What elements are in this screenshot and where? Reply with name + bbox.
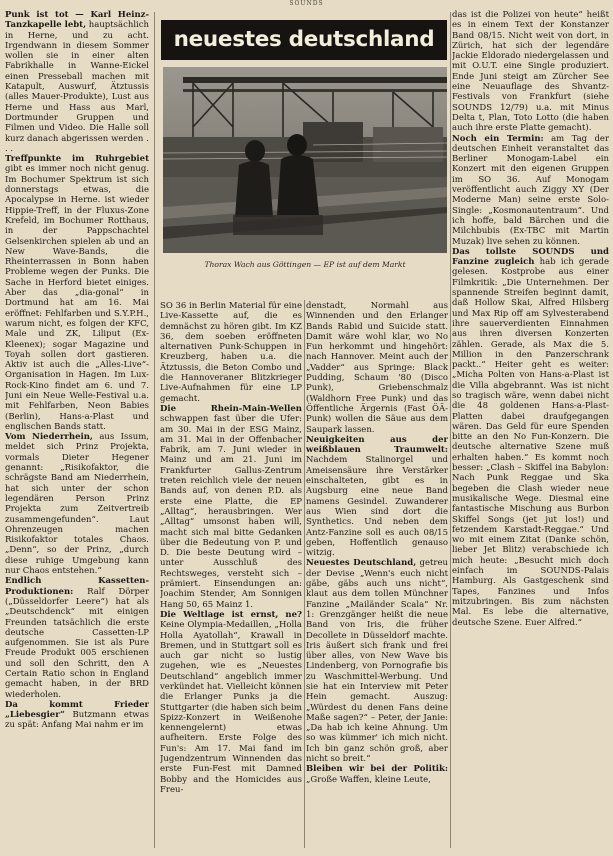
paragraph — [5, 432, 149, 576]
section-banner: neuestes deutschland — [161, 20, 447, 60]
paragraph-lead: Neuestes Deutschland, — [306, 558, 417, 569]
paragraph-lead: Das tollste SOUNDS und Fanzine zugleich — [452, 246, 609, 268]
paragraph-text: Keine Olympia-Medaillen, „Holla Holla Ayatollah“, Krawall in Bremen, und in Stuttgart soll es auch gar nicht so lustig zugehen, wie es „Neuestes Deutschland“ angeblich immer verkündet hat. Vielleicht können die Erlanger Punks ja die Stuttgarter (die haben sich beim Spizz-Konzert in Weißenohe kennengelernt) etwas aufheitern. Erste Folge des Fun's: Am 17. Mai fand im Jugendzentrum Winnenden das erste Fun-Fest mit Damned Bobby and the Homicides aus Freu- — [160, 620, 302, 795]
paragraph-lead: Die Weltlage ist ernst, ne? — [160, 609, 302, 620]
paragraph-text: am Tag der deutschen Einheit veranstaltet das Berliner Monogam-Label ein Konzert mit den eigenen Gruppen im SO 36. Auf Monogam veröffentlicht auch Ziggy XY (Der Moderne Man) seine erste Solo-Single: „Kosmonautentraum“. Und ich hoffe, bald Bärchen und die Milchbubis (Ex-TBC mit Martin Muzak) live sehen zu können. — [452, 133, 609, 247]
article-column-1 — [5, 10, 149, 852]
paragraph — [306, 435, 448, 559]
paragraph-lead: Punk ist tot — Karl Heinz-Tanzkapelle lebt, — [5, 10, 149, 31]
paragraph — [5, 576, 149, 700]
paragraph — [5, 700, 149, 731]
paragraph-lead: Bleiben wir bei der Politik: — [306, 764, 448, 775]
paragraph — [160, 610, 302, 795]
paragraph-lead: Die Rhein-Main-Wellen — [160, 403, 302, 414]
running-header: SOUNDS — [289, 0, 324, 7]
paragraph-lead: Endlich Kassetten-Produktionen: — [5, 576, 149, 597]
paragraph-text: aus Issum, meldet sich Prinz Projekta, vormals Dieter Hegener genannt: „Risikofaktor, die schrägste Band am Niederrhein, hat sich unter der schon legendären Person Prinz Projekta zum Zeitvertreib zusammengefunden“. Laut Ohrenzeugen machen Risikofaktor totales Chaos. „Denn“, so der Prinz, „durch diese ruhige Umgebung kann nur Chaos entstehen.“ — [5, 432, 149, 577]
paragraph-text: getreu der Devise „Wenn's euch nicht gäbe, gäbs auch uns nicht“, klaut aus dem tollen Münchner Fanzine „Mailänder Scala“ Nr. 1: Grenzgänger heißt die neue Band von Iris, die früher Decollete in Düsseldorf machte. Iris äußert sich frank und frei über alles, von New Wave bis Lindenberg, von Pornografie bis zu Waschmittel-Werbung. Und sie hat ein Interview mit Peter Hein gemacht. Auszug: „Würdest du denen Fans deine Maße sagen?“ – Peter, der Janie: „Da hab ich keine Ahnung. Um so was kümmer' ich mich nicht. Ich bin ganz schön groß, aber nicht so breit.“ — [306, 558, 448, 765]
column-rule — [450, 12, 451, 848]
paragraph — [306, 558, 448, 764]
paragraph — [452, 247, 609, 628]
paragraph-text: „Große Waffen, kleine Leute, — [306, 774, 431, 785]
paragraph — [160, 301, 302, 404]
article-column-4 — [452, 10, 609, 852]
paragraph-text: Ralf Dörper („Düsseldorfer Leere“) hat als „Deutschdenck“ mit einigen Freunden tatsächlich die erste deutsche Cassetten-LP aufgenommen. Sie ist als Pure Freude Produkt 005 erschienen und soll den Schritt, den A Certain Ratio schon in England gemacht haben, in der BRD wiederholen. — [5, 586, 149, 700]
band-photo — [163, 67, 447, 253]
paragraph-text: das ist die Polizei von heute“ heißt es in einem Text der Konstanzer Band 08/15. Nicht weit von dort, in Zürich, hat sich der legendäre Jackie Eldorado niedergelassen und mit O.U.T. eine Single produziert. Ende Juni steigt am Zürcher See eine Neuauflage des Shvantz-Festivals von Frankfurt (siehe SOUNDS 12/79) u.a. mit Minus Delta t, Plan, Toto Lotto (die haben auch ihre erste Platte gemacht). — [452, 10, 609, 134]
paragraph — [452, 10, 609, 134]
photo-caption: Thorax Wach aus Göttingen — EP ist auf dem Markt — [204, 260, 406, 269]
paragraph-text: gibt es immer noch nicht genug. Im Bochumer Spektrum ist sich donnerstags etwas, die Apocalypse in Herne. ist wieder Hippie-Treff, in der Fluxus-Zone Krefeld, im Bochumer Rotthaus, in der Pappschachtel Gelsenkirchen spielen ab und an New Wave-Bands, die Rheinterrassen in Bonn haben Probleme wegen der Punks. Die Sache in Herford bietet einiges. Aber das „dia-gonal“ in Dortmund hat am 16. Mai eröffnet: Fehlfarben und S.Y.P.H., warum nicht, es folgen der KFC, Male und ZK, Liliput (Ex-Kleenex); sogar Magazine und Toyah sollen dort gastieren. Aktiv ist auch die „Alles-Live“-Organisation in Hagen. Im Lux-Rock-Kino findet am 6. und 7. Juni ein Neue Welle-Festival u.a. mit Fehlfarben, Neon Babies (Berlin), Hans-a-Plast und englischen Bands statt. — [5, 164, 149, 432]
paragraph-text: denstadt, Normahl aus Winnenden und den Erlanger Bands Rabid und Suicide statt. Damit wäre wohl klar, wo No Fun herkommt und hingehört: nach Hannover. Meint auch der „Vadder“ aus Springe: Black Pudding, Schaum '80 (Disco Punk), Griebenschmalz (Waldhorn Free Punk) und das Öffentliche Ärgernis (Fast ÖÄ-Punk) wollen die Säue aus dem Saupark lassen. — [306, 301, 448, 435]
column-rule — [304, 300, 305, 848]
paragraph — [5, 154, 149, 432]
paragraph-text: Nachdem Stalinorgel und Ameisensäure ihre Verstärker einschalteten, gibt es in Augsburg eine neue Band namens Gesindel. Zuwanderer aus Wien sind dort die Synthetics. Und neben dem Antz-Fanzine soll es auch 08/15 geben, Hoffentlich genauso witzig. — [306, 455, 448, 559]
paragraph — [160, 404, 302, 610]
paragraph-text: hauptsächlich in Herne, und zu acht. Irgendwann in diesem Sommer wollen sie in einer alten Fabrikhalle in Wanne-Eickel einen Presseball machen mit Katapult, Auswurf, Ätztussis (alles Mauer-Produkte), Lust aus Herne und Hass aus Marl, Dortmunder Gruppen und Filmen und Video. Die Halle soll kurz danach abgerissen werden . . . — [5, 20, 149, 154]
paragraph-text: schwappen fast über die Ufer: am 30. Mai in der ESG Mainz, am 31. Mai in der Offenbacher Fabrik, am 7. Juni wieder in Mainz und am 21. Juni im Frankfurter Gallus-Zentrum treten reichlich viele der neuen Bands auf, von denen P.D. als erste eine Platte, die EP „Alltag“, herausbringen. Wer „Alltag“ umsonst haben will, macht sich mal bitte Gedanken über die Bedeutung von P. und D. Die beste Deutung wird – unter Ausschluß des Rechtsweges, versteht sich – prämiert. Einsendungen an: Joachim Stender, Am Sonnigen Hang 50, 65 Mainz 1. — [160, 414, 302, 610]
paragraph-text: hab ich gerade gelesen. Kostprobe aus einer Filmkritik: „Die Unternehmen. Der spannende Streifen beginnt damit, daß Hollow Skai, Alfred Hilsberg und Max Rip off am Sylvesterabend ihre sauerverdienten Einnahmen aus ihren diversen Konzerten zählen. Gerade, als Max die 5. Million in den Panzerschrank packt..“ Heiter geht es weiter: „Micha Polten von Hans-a-Plast ist die Villa abgebrannt. Was ist nicht so tragisch wäre, wenn dabei nicht die 48 goldenen Hans-a-Plast-Platten dabei draufgegangen wären. Das Geld für eure Spenden bitte an den No Fun-Konzern. Die deutsche alternative Szene muß erhalten haben.“ Es kommt noch besser: „Clash – Skiffel ina Babylon: Nach Punk Reggae und Ska begeben die Clash wieder neue musikalische Wege. Diesmal eine fantastische Mischung aus Burbon Skiffel Songs (jet jut los!) und fetzendem Karstadt-Reggae.“ Und wo mit einem Zitat (Danke schön, lieber Jet Blitz) verabschiede ich mich heute: „Besucht mich doch einfach im SOUNDS-Palais Hamburg. Als Gastgeschenk sind Tapes, Fanzines und Infos mitzubringen. Bis zum nächsten Mal. Es lebe die alternative, deutsche Szene. Euer Alfred.“ — [452, 257, 609, 628]
paragraph — [5, 10, 149, 154]
paragraph-lead: Vom Niederrhein, — [5, 432, 93, 443]
paragraph — [452, 134, 609, 247]
article-column-3 — [306, 301, 448, 852]
column-rule — [154, 12, 155, 848]
paragraph-lead: Neuigkeiten aus der weißblauen Traumwelt: — [306, 434, 448, 456]
paragraph-lead: Da kommt Frieder „Liebesgier“ — [5, 699, 149, 721]
article-column-2 — [160, 301, 302, 852]
paragraph-text: SO 36 in Berlin Material für eine Live-Kassette auf, die es demnächst zu hören gibt. Im KZ 36, dem soeben eröffneten alternativen Punk-Schuppen in Kreuzberg, haben u.a. die Ätztussis, die Beton Combo und die Hannoveraner Blitzkrieger Live-Aufnahmen für eine LP gemacht. — [160, 301, 302, 404]
paragraph — [306, 301, 448, 435]
paragraph-lead: Noch ein Termin: — [452, 133, 544, 144]
paragraph-lead: Treffpunkte im Ruhrgebiet — [5, 154, 149, 165]
paragraph — [306, 764, 448, 785]
industrial-photo-illustration — [163, 67, 447, 253]
paragraph-text: Butzmann etwas zu spät: Anfang Mai nahm er im — [5, 710, 149, 731]
